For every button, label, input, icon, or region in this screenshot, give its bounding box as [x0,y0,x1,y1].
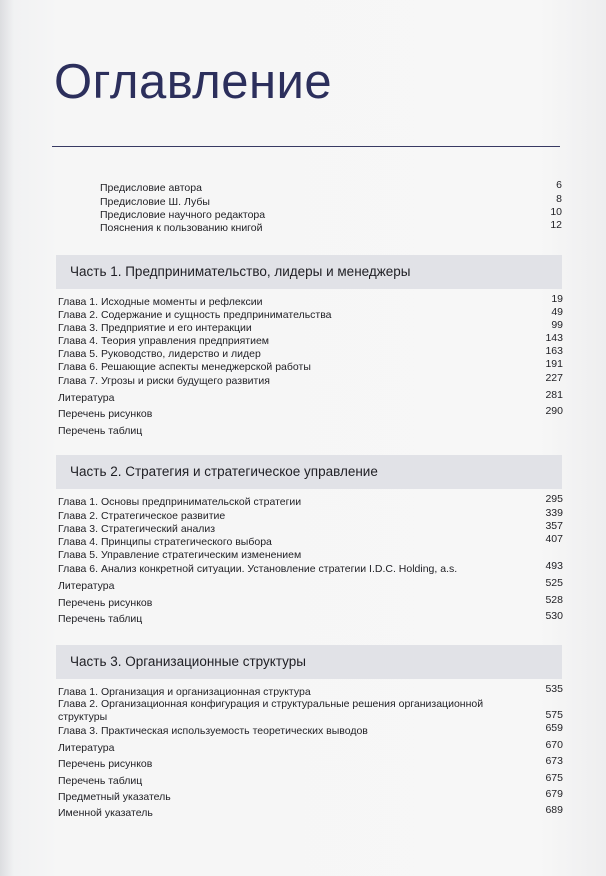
toc-entry-label: Глава 5. Руководство, лидерство и лидер [58,348,261,360]
toc-entry-label: Литература [58,392,115,404]
toc-entry[interactable] [58,806,563,820]
toc-entry[interactable] [58,548,563,562]
toc-entry[interactable] [58,308,563,322]
toc-entry[interactable] [58,321,563,335]
part-title: Часть 1. Предпринимательство, лидеры и менеджеры [70,264,411,279]
toc-entry-label: Глава 5. Управление стратегическим изменением [58,549,302,561]
toc-entry-label: Именной указатель [58,807,153,819]
toc-entry-label: Глава 1. Организация и организационная структура [58,686,311,698]
toc-entry-label: Глава 3. Практическая используемость теоретических выводов [58,725,368,737]
toc-entry[interactable] [58,347,563,361]
toc-entry-page: 407 [545,533,563,545]
toc-entry-page: 49 [551,306,563,318]
toc-entry-label: Глава 2. Стратегическое развитие [58,510,226,522]
toc-entry-label: Литература [58,580,115,592]
toc-entry-label: Литература [58,742,115,754]
toc-entry-label: Пояснения к пользованию книгой [100,222,263,234]
toc-entry-page: 673 [545,755,563,767]
toc-entry-label: Перечень рисунков [58,597,153,609]
toc-entry[interactable] [58,509,563,523]
toc-entry-label: Глава 6. Решающие аспекты менеджерской работы [58,361,311,373]
toc-entry-label: Глава 1. Основы предпринимательской стратегии [58,496,302,508]
toc-entry-page: 227 [545,372,563,384]
toc-entry-label: Перечень таблиц [58,613,143,625]
toc-entry[interactable] [58,407,563,421]
toc-entry-page: 535 [545,683,563,695]
toc-entry[interactable] [58,698,563,726]
toc-entry-page: 191 [545,358,563,370]
toc-entry-label: Глава 2. Организационная конфигурация и структуральные решения организационной структуры [58,698,484,723]
toc-entry[interactable] [58,495,563,509]
toc-entry-page: 10 [550,206,562,218]
toc-entry-page: 163 [545,345,563,357]
toc-entry[interactable] [58,790,563,804]
toc-entry-page: 281 [545,389,563,401]
toc-entry-label: Перечень рисунков [58,408,153,420]
toc-entry-page: 8 [556,193,562,205]
toc-entry-page: 528 [545,594,563,606]
toc-entry[interactable] [58,774,563,788]
toc-entry[interactable] [58,724,563,738]
toc-entry[interactable] [58,562,563,576]
toc-entry-label: Предметный указатель [58,791,171,803]
toc-entry[interactable] [58,596,563,610]
toc-entry[interactable] [58,360,563,374]
toc-entry-page: 493 [545,560,563,572]
toc-entry[interactable] [58,295,563,309]
toc-entry-page: 357 [545,520,563,532]
toc-entry-page: 689 [545,804,563,816]
toc-entry-page: 12 [550,219,562,231]
toc-entry-page: 290 [545,405,563,417]
toc-entry[interactable] [58,757,563,771]
part-title: Часть 3. Организационные структуры [70,654,306,669]
toc-entry-label: Глава 3. Предприятие и его интеракции [58,322,252,334]
toc-entry[interactable] [58,685,563,699]
toc-entry[interactable] [58,424,563,438]
toc-entry-page: 659 [545,722,563,734]
toc-entry-label: Предисловие Ш. Лубы [100,196,210,208]
toc-entry-page: 670 [545,739,563,751]
toc-entry-label: Глава 1. Исходные моменты и рефлексии [58,296,263,308]
toc-entry-label: Глава 4. Принципы стратегического выбора [58,536,272,548]
toc-entry[interactable] [100,221,562,235]
toc-entry-label: Глава 3. Стратегический анализ [58,523,216,535]
toc-entry-page: 575 [545,709,563,721]
toc-entry-page: 675 [545,772,563,784]
toc-entry[interactable] [100,195,562,209]
toc-entry-page: 339 [545,507,563,519]
toc-entry[interactable] [58,334,563,348]
toc-entry[interactable] [58,535,563,549]
toc-entry-page: 530 [545,610,563,622]
part-1-header[interactable] [56,255,562,289]
toc-entry-page: 295 [545,493,563,505]
toc-entry-label: Глава 7. Угрозы и риски будущего развития [58,375,270,387]
toc-entry-page: 6 [556,179,562,191]
toc-entry-page: 99 [551,319,563,331]
toc-entry-page: 525 [545,577,563,589]
part-title: Часть 2. Стратегия и стратегическое управление [70,464,378,479]
toc-entry-label: Глава 2. Содержание и сущность предпринимательства [58,309,332,321]
toc-entry-label: Предисловие автора [100,182,202,194]
toc-entry-page: 679 [545,788,563,800]
toc-entry-label: Глава 6. Анализ конкретной ситуации. Установление стратегии I.D.C. Holding, a.s. [58,563,458,575]
toc-entry-page: 19 [551,293,563,305]
toc-entry[interactable] [58,522,563,536]
title-divider [52,146,560,147]
toc-entry-label: Перечень таблиц [58,775,143,787]
toc-entry[interactable] [58,579,563,593]
toc-entry-page: 143 [545,332,563,344]
part-2-header[interactable] [56,455,562,489]
toc-entry[interactable] [58,612,563,626]
toc-entry[interactable] [58,374,563,388]
page-title: Оглавление [54,55,333,109]
toc-entry-label: Предисловие научного редактора [100,209,266,221]
toc-entry[interactable] [58,391,563,405]
toc-entry-label: Перечень таблиц [58,425,143,437]
toc-entry-label: Перечень рисунков [58,758,153,770]
toc-entry[interactable] [58,741,563,755]
part-3-header[interactable] [56,645,562,679]
toc-entry-label: Глава 4. Теория управления предприятием [58,335,270,347]
toc-entry[interactable] [100,208,562,222]
toc-entry[interactable] [100,181,562,195]
